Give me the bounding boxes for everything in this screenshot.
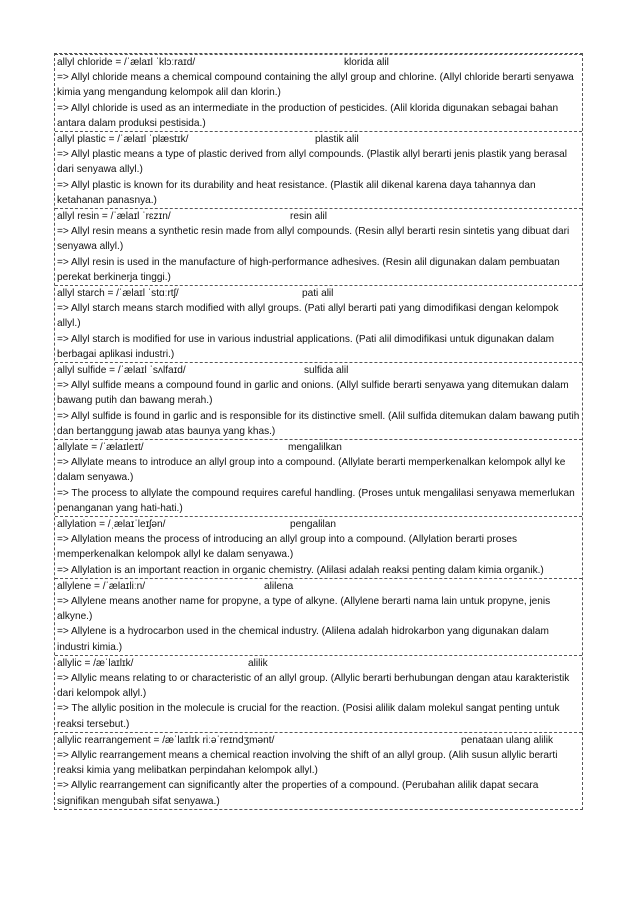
entry-translation: alilena — [264, 580, 294, 592]
entry-term: allyl chloride = /ˈælaɪl ˈklɔːraɪd/ — [57, 57, 196, 68]
glossary-entry — [55, 732, 582, 809]
entry-definition: => Allyl resin means a synthetic resin made from allyl compounds. (Resin allyl berarti resin sintetis yang dibuat dari senyawa allyl.) — [57, 226, 570, 253]
entry-header — [57, 656, 581, 671]
entry-definition: => Allylate means to introduce an allyl group into a compound. (Allylate berarti memperkenalkan kelompok allyl ke dalam senyawa.) — [57, 457, 566, 484]
glossary-entry — [55, 54, 582, 131]
entry-definition: => Allyl sulfide means a compound found in garlic and onions. (Allyl sulfide berarti senyawa yang ditemukan dalam bawang putih dan bawang merah.) — [57, 380, 569, 407]
entry-header — [57, 55, 581, 70]
entry-header — [57, 579, 581, 594]
entry-translation: alilik — [248, 657, 268, 669]
glossary-entry — [55, 285, 582, 362]
entry-list — [55, 54, 582, 809]
entry-term: allyl sulfide = /ˈælaɪl ˈsʌlfaɪd/ — [57, 365, 186, 376]
entry-definition: => Allyl chloride means a chemical compound containing the allyl group and chlorine. (Allyl chloride berarti senyawa kimia yang mengandung kelompok alil dan klorin.) — [57, 72, 574, 99]
entry-header — [57, 517, 581, 532]
entry-translation: mengalilkan — [288, 442, 342, 453]
entry-definition: => Allylic rearrangement means a chemical reaction involving the shift of an allyl group. (Alih susun allylic berarti reaksi kimia yang melibatkan perpindahan kelompok allyl.) — [57, 749, 558, 777]
entry-header — [57, 132, 581, 147]
entry-header — [57, 286, 581, 301]
entry-header — [57, 733, 581, 748]
glossary-page — [54, 53, 583, 810]
entry-definition: => Allylene means another name for propyne, a type of alkyne. (Allylene berarti nama lain untuk propyne, jenis alkyne.) — [57, 595, 551, 623]
entry-term: allylic = /æˈlaɪlɪk/ — [57, 657, 134, 669]
entry-example: => Allylic rearrangement can significantly alter the properties of a compound. (Perubahan alilik dapat secara signifikan mengubah sifat senyawa.) — [57, 780, 539, 807]
entry-example: => The process to allylate the compound requires careful handling. (Proses untuk mengalilasi senyawa memerlukan penanganan yang hati-hati.) — [57, 487, 575, 514]
entry-translation: sulfida alil — [304, 365, 349, 376]
entry-header — [57, 363, 581, 378]
entry-term: allyl plastic = /ˈælaɪl ˈplæstɪk/ — [57, 134, 189, 145]
entry-example: => Allylene is a hydrocarbon used in the chemical industry. (Alilena adalah hidrokarbon yang digunakan dalam industri kimia.) — [57, 626, 549, 653]
glossary-entry — [55, 578, 582, 655]
entry-definition: => Allylic means relating to or characteristic of an allyl group. (Allylic berarti berhubungan dengan atau karakteristik dari kelompok allyl.) — [57, 672, 570, 700]
glossary-entry — [55, 208, 582, 285]
entry-header — [57, 209, 581, 224]
entry-translation: resin alil — [290, 211, 328, 222]
entry-translation: penataan ulang alilik — [461, 734, 554, 746]
entry-term: allylate = /ˈælaɪleɪt/ — [57, 442, 144, 453]
entry-example: => Allylation is an important reaction in organic chemistry. (Alilasi adalah reaksi penting dalam kimia organik.) — [57, 564, 544, 576]
entry-definition: => Allylation means the process of introducing an allyl group into a compound. (Allylation berarti proses memperkenalkan kelompok allyl ke dalam senyawa.) — [57, 534, 518, 561]
glossary-entry — [55, 131, 582, 208]
entry-term: allylation = /ˌælaɪˈleɪʃən/ — [57, 519, 166, 530]
entry-translation: klorida alil — [344, 57, 389, 68]
glossary-entry — [55, 655, 582, 732]
entry-example: => Allyl sulfide is found in garlic and is responsible for its distinctive smell. (Alil sulfida ditemukan dalam bawang putih dan bertanggung jawab atas baunya yang khas.) — [57, 410, 580, 437]
entry-example: => The allylic position in the molecule is crucial for the reaction. (Posisi alilik dalam molekul sangat penting untuk reaksi tersebut.) — [57, 703, 560, 730]
entry-definition: => Allyl plastic means a type of plastic derived from allyl compounds. (Plastik allyl berarti jenis plastik yang berasal dari senyawa allyl.) — [57, 149, 567, 176]
entry-term: allylene = /ˈælaɪliːn/ — [57, 580, 146, 592]
entry-definition: => Allyl starch means starch modified with allyl groups. (Pati allyl berarti pati yang dimodifikasi dengan kelompok allyl.) — [57, 303, 559, 330]
glossary-entry — [55, 439, 582, 516]
entry-translation: plastik alil — [315, 134, 359, 145]
entry-term: allyl resin = /ˈælaɪl ˈrɛzɪn/ — [57, 211, 171, 222]
entry-translation: pengalilan — [290, 519, 337, 530]
entry-translation: pati alil — [302, 288, 334, 299]
entry-example: => Allyl plastic is known for its durability and heat resistance. (Plastik alil dikenal karena daya tahannya dan ketahanan panasnya.) — [57, 179, 536, 206]
entry-example: => Allyl resin is used in the manufacture of high-performance adhesives. (Resin alil digunakan dalam pembuatan perekat berkinerja tinggi.) — [57, 256, 560, 283]
entry-term: allylic rearrangement = /æˈlaɪlɪk riːəˈreɪndʒmənt/ — [57, 734, 275, 746]
entry-term: allyl starch = /ˈælaɪl ˈstɑːrtʃ/ — [57, 288, 179, 299]
glossary-entry — [55, 362, 582, 439]
glossary-entry — [55, 516, 582, 578]
entry-header — [57, 440, 581, 455]
entry-example: => Allyl starch is modified for use in various industrial applications. (Pati alil dimodifikasi untuk digunakan dalam berbagai aplikasi industri.) — [57, 333, 555, 360]
entry-example: => Allyl chloride is used as an intermediate in the production of pesticides. (Alil klorida digunakan sebagai bahan antara dalam produksi pestisida.) — [57, 102, 559, 129]
